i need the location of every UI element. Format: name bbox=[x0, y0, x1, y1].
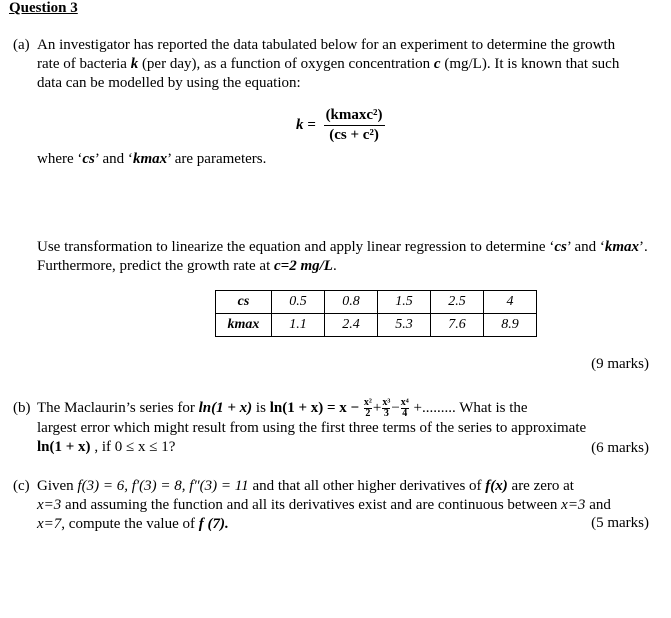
table-cell: 1.5 bbox=[378, 291, 431, 314]
part-b-text: (b) The Maclaurin’s series for ln(1 + x) is ln(1 + x) = x − $\frac{\text{x²}}{2}$ + $\frac{\text{x³}}{3}$ − $\frac{\text{x⁴}}{4}$ +......... What is the largest error which might result from using the first three terms of the series to approximate ln(1 + x) , if 0 ≤ x ≤ 1? bbox=[13, 398, 653, 457]
equation-fraction bbox=[324, 107, 385, 144]
parameters-note: where ‘cs’ and ‘kmax’ are parameters. bbox=[37, 151, 267, 167]
table-cell: 8.9 bbox=[484, 314, 537, 337]
part-c-marks: (5 marks) bbox=[591, 515, 649, 531]
part-a-line1: An investigator has reported the data tabulated below for an experiment to determine the growth bbox=[37, 37, 616, 53]
table-cell: 2.5 bbox=[431, 291, 484, 314]
equation-lhs: k = bbox=[296, 116, 316, 133]
table-cell: 4 bbox=[484, 291, 537, 314]
table-cell: 0.8 bbox=[325, 291, 378, 314]
part-c-label: (c) bbox=[13, 478, 30, 494]
table-row bbox=[216, 291, 537, 314]
var-k: k bbox=[130, 56, 139, 72]
table-row bbox=[216, 314, 537, 337]
part-b-marks: (6 marks) bbox=[591, 440, 649, 456]
part-a-line3: data can be modelled by using the equation: bbox=[37, 75, 301, 91]
table-cell: 1.1 bbox=[272, 314, 325, 337]
part-a-line2-mid: (per day), as a function of oxygen concentration bbox=[138, 56, 434, 72]
part-c-text: (c) Given f(3) = 6, f′(3) = 8, f″(3) = 11 and that all other higher derivatives of f(x) are zero at x=3 and assuming the function and all its derivatives exist and are continuous between x=3 and x=7, compute the value of f (7). bbox=[13, 478, 611, 532]
part-a-line2-pre: rate of bacteria bbox=[37, 56, 131, 72]
part-a-intro bbox=[13, 36, 653, 93]
part-a-marks: (9 marks) bbox=[591, 356, 649, 372]
table-cell: 2.4 bbox=[325, 314, 378, 337]
var-c: c bbox=[433, 56, 441, 72]
growth-equation bbox=[296, 107, 385, 144]
part-a-line2-post: (mg/L). It is known that such bbox=[440, 56, 620, 72]
equation-numerator: (kmaxc²) bbox=[324, 107, 385, 126]
equation-denominator: (cs + c²) bbox=[329, 127, 379, 143]
table-header-cs: cs bbox=[216, 291, 272, 314]
question-title: Question 3 bbox=[9, 0, 78, 16]
part-a-label: (a) bbox=[13, 37, 30, 53]
data-table bbox=[215, 290, 537, 337]
table-cell: 0.5 bbox=[272, 291, 325, 314]
part-a-instructions: Use transformation to linearize the equation and apply linear regression to determine ‘cs’ and ‘kmax’. Furthermore, predict the growth rate at c=2 mg/L. bbox=[37, 239, 648, 274]
table-cell: 7.6 bbox=[431, 314, 484, 337]
table-header-kmax: kmax bbox=[216, 314, 272, 337]
part-b-line2: largest error which might result from using the first three terms of the series to approximate bbox=[37, 420, 587, 436]
part-b-label: (b) bbox=[13, 399, 31, 416]
table-cell: 5.3 bbox=[378, 314, 431, 337]
